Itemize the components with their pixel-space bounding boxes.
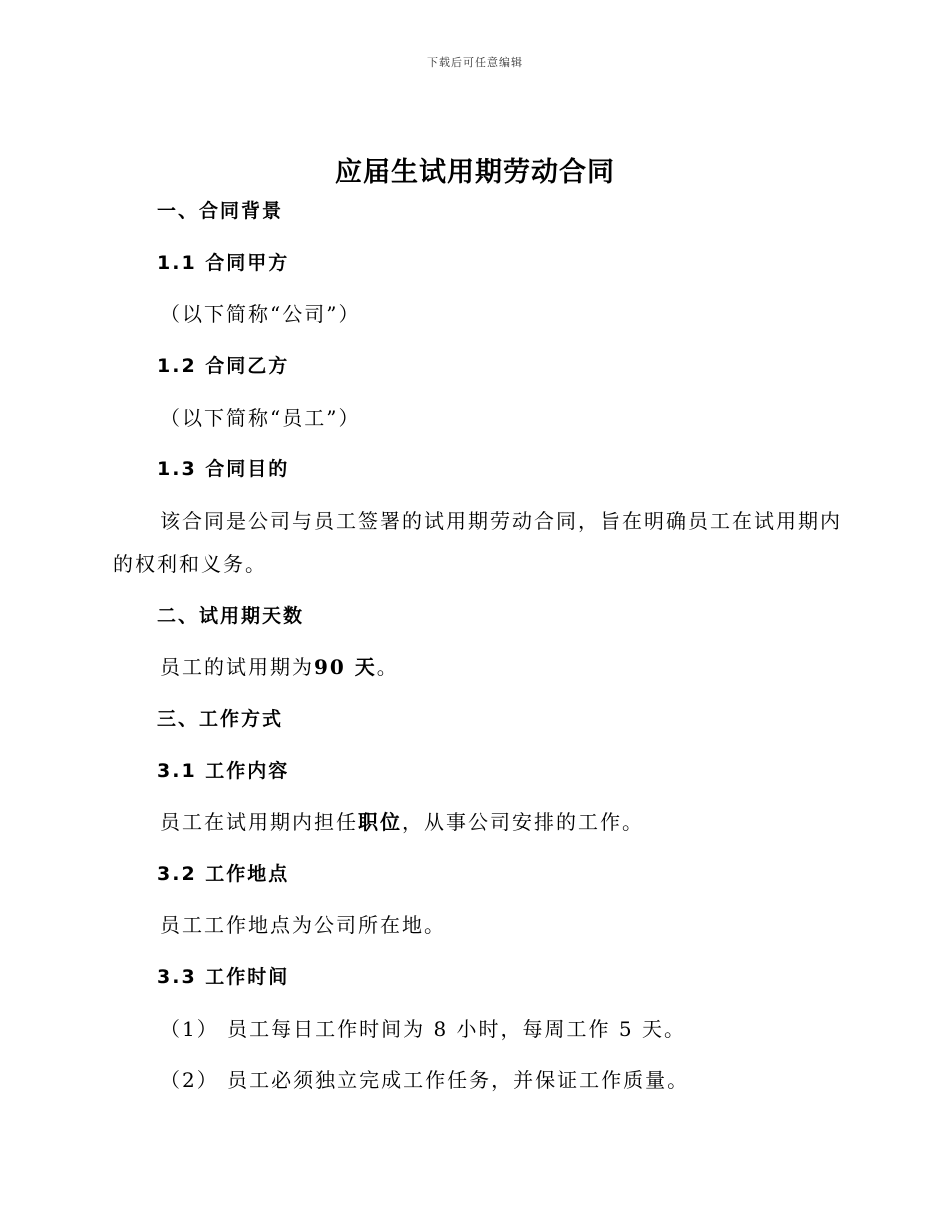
section-3-3-heading: 3.3 工作时间 — [157, 966, 290, 988]
document-title: 应届生试用期劳动合同 — [335, 157, 615, 188]
section-2-text-after: 。 — [376, 655, 399, 679]
section-2-days: 90 天 — [314, 655, 377, 679]
section-3-2-heading: 3.2 工作地点 — [157, 863, 290, 885]
section-3-heading: 三、工作方式 — [157, 708, 284, 730]
section-3-1-heading: 3.1 工作内容 — [157, 760, 290, 782]
header-note: 下载后可任意编辑 — [427, 56, 523, 69]
section-2-text — [160, 652, 399, 682]
section-2-text-before: 员工的试用期为 — [160, 655, 314, 679]
section-3-1-text-before: 员工在试用期内担任 — [160, 810, 358, 834]
section-3-1-position: 职位 — [358, 810, 402, 834]
section-3-3-item-1: （1） 员工每日工作时间为 8 小时，每周工作 5 天。 — [160, 1017, 686, 1041]
section-3-1-text-after: ，从事公司安排的工作。 — [402, 810, 644, 834]
section-1-1-text: （以下简称“公司”） — [160, 302, 361, 326]
section-1-1-heading: 1.1 合同甲方 — [157, 252, 290, 274]
section-3-2-text: 员工工作地点为公司所在地。 — [160, 913, 446, 937]
section-1-3-heading: 1.3 合同目的 — [157, 458, 290, 480]
section-1-3-line-1: 该合同是公司与员工签署的试用期劳动合同，旨在明确员工在试用期内 — [160, 509, 842, 533]
section-1-2-heading: 1.2 合同乙方 — [157, 355, 290, 377]
section-1-3-line-2: 的权利和义务。 — [113, 552, 267, 576]
section-3-3-item-2: （2） 员工必须独立完成工作任务，并保证工作质量。 — [160, 1068, 690, 1092]
section-2-heading: 二、试用期天数 — [157, 605, 305, 627]
section-1-2-text: （以下简称“员工”） — [160, 406, 361, 430]
section-1-heading: 一、合同背景 — [157, 200, 284, 222]
section-3-1-text — [160, 807, 644, 837]
